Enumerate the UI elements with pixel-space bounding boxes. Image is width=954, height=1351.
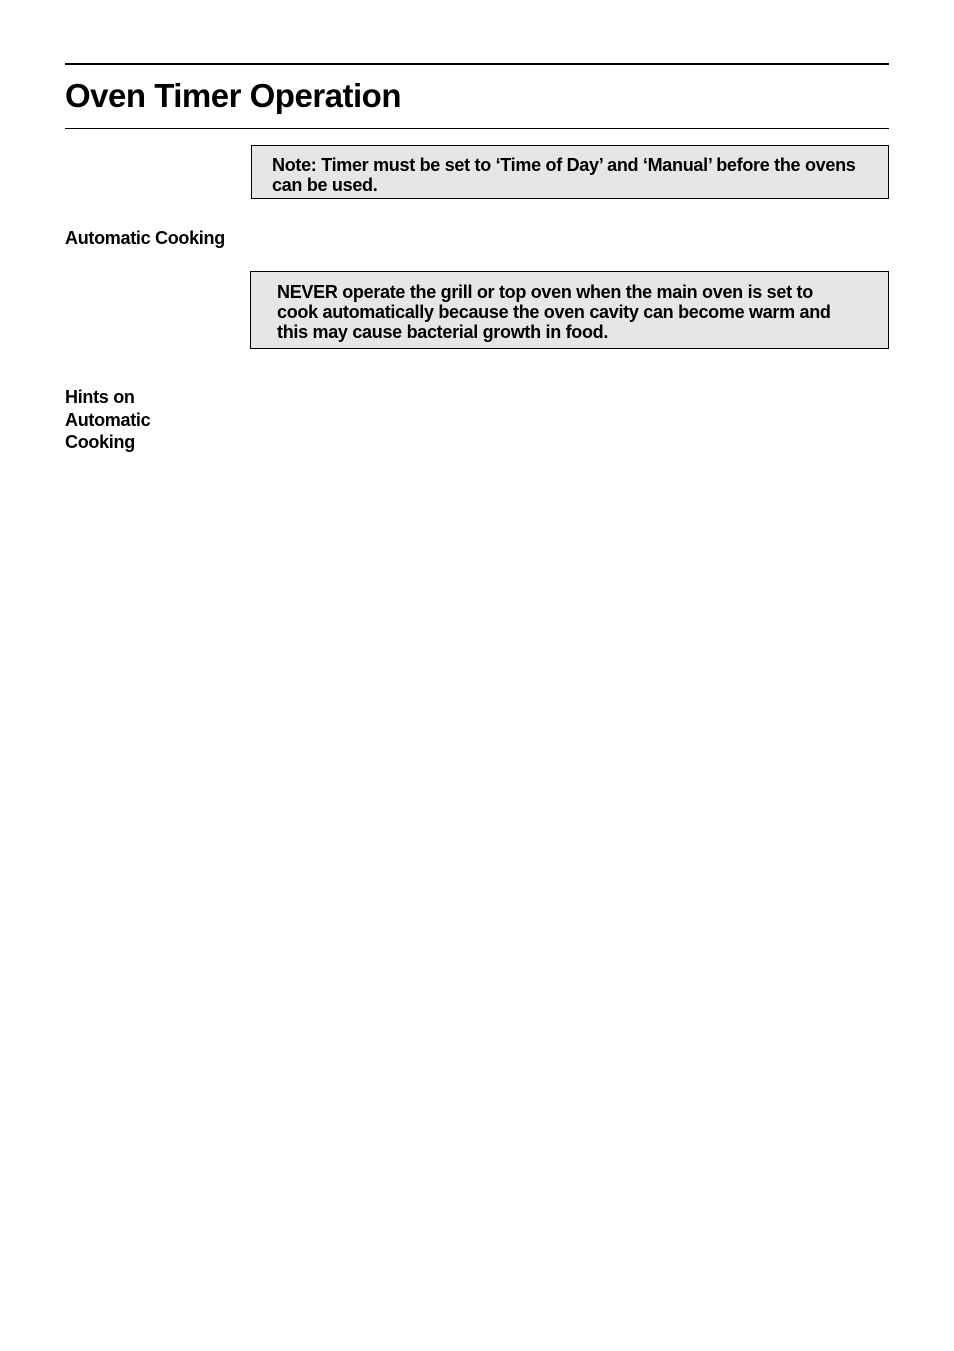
hints-heading: Hints on Automatic Cooking [65,387,151,452]
page-title: Oven Timer Operation [65,77,401,114]
warning-note-box [250,271,889,349]
warning-note-text: NEVER operate the grill or top oven when the main oven is set to cook automatically because the oven cavity can become warm and this may cause bacterial growth in food. [277,282,831,342]
timer-note-text: Note: Timer must be set to ‘Time of Day’ and ‘Manual’ before the ovens can be used. [272,155,856,195]
timer-note-box [251,145,889,199]
header-bottom-rule [65,128,889,129]
header-top-rule [65,63,889,65]
automatic-cooking-heading: Automatic Cooking [65,228,225,248]
